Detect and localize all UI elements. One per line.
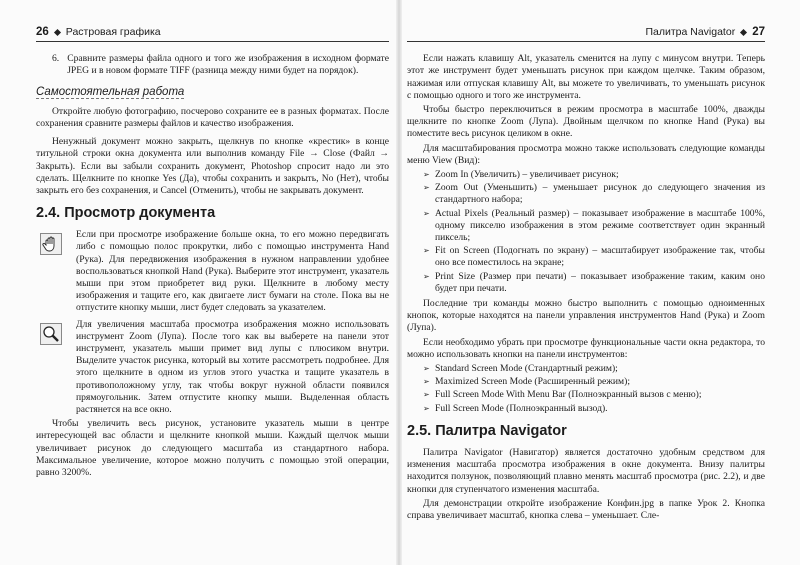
paragraph: Если необходимо убрать при просмотре функциональные части окна редактора, то можно использовать кнопки на панели инструментов:	[407, 336, 765, 360]
diamond-icon	[54, 29, 61, 36]
paragraph: Для масштабирования просмотра можно также использовать следующие команды меню View (Вид):	[407, 142, 765, 166]
list-item: ➢ Zoom In (Увеличить) – увеличивает рисунок;	[423, 169, 765, 181]
paragraph: Чтобы быстро переключиться в режим просмотра в масштабе 100%, дважды щелкните по кнопке Zoom (Лупа). Двойным щелчком по кнопке Hand (Рука) вы поместите весь рисунок целиком в окне.	[407, 104, 765, 140]
step-6	[52, 53, 389, 77]
left-running-head	[36, 26, 389, 42]
diamond-icon	[740, 29, 747, 36]
hand-tool-icon	[36, 231, 66, 257]
list-item: ➢ Fit on Screen (Подогнать по экрану) – масштабирует изображение так, чтобы оно все поместилось на экране;	[423, 245, 765, 269]
paragraph: Ненужный документ можно закрыть, щелкнув по кнопке «крестик» в конце титульной строки окна документа или выполнив команду File → Close (Файл → Закрыть). Если вы забыли сохранить документ, Photoshop спросит надо ли это сделать. Щелкните по кнопке Yes (Да), чтобы сохранить и закрыть, No (Нет), чтобы закрыть его без сохранения, и Cancel (Отменить), чтобы не закрывать документ.	[36, 136, 389, 197]
section-heading: 2.5. Палитра Navigator	[407, 422, 567, 439]
list-item: ➢ Maximized Screen Mode (Расширенный режим);	[423, 376, 765, 388]
paragraph: Если нажать клавишу Alt, указатель сменится на лупу с минусом внутри. Теперь этот же инструмент будет уменьшать рисунок при каждом щелчке. Таким образом, нажимая или отпуская клавишу Alt, вы можете то увеличивать, то уменьшать рисунок с помощью одного и того же инструмента.	[407, 53, 765, 101]
paragraph: Палитра Navigator (Навигатор) является достаточно удобным средством для изменения масштаба просмотра изображения в окне документа. Внизу палитры находится ползунок, позволяющий плавно менять масштаб просмотра (рис. 2.2), и две кнопки для ступенчатого изменения масштаба.	[407, 446, 765, 495]
list-item: ➢ Print Size (Размер при печати) – показывает изображение таким, каким оно будет при печати.	[423, 271, 765, 295]
right-running-title: Палитра Navigator	[645, 26, 736, 38]
left-running-title: Растровая графика	[65, 26, 161, 38]
paragraph: Если при просмотре изображение больше окна, то его можно передвигать либо с помощью полос прокрутки, либо с помощью инструмента Hand (Рука). Для передвижения изображения в нужном направлении удобнее воспользоваться кнопкой Hand (Рука). Выберите этот инструмент, указатель мыши при этом приобретет вид руки. Щелкните в любому месту изображения и тащите его, как двигаете лист бумаги на столе. Пока вы не отпустите кнопку мыши, лист будет следовать за указателем.	[76, 229, 389, 314]
list-item: ➢ Full Screen Mode With Menu Bar (Полноэкранный вызов с меню);	[423, 389, 765, 401]
list-item: ➢ Actual Pixels (Реальный размер) – показывает изображение в масштабе 100%, одному пикселю изображения в этом режиме соответствует один экранный пиксель;	[423, 208, 765, 245]
right-page	[407, 0, 765, 565]
self-work-heading-text: Самостоятельная работа	[36, 85, 185, 98]
section-heading: 2.4. Просмотр документа	[36, 205, 216, 222]
list-item: ➢ Zoom Out (Уменьшить) – уменьшает рисунок до следующего значения из стандартного набора;	[423, 182, 765, 206]
list-item: ➢ Full Screen Mode (Полноэкранный вызод).	[423, 403, 765, 415]
zoom-tool-block	[36, 319, 389, 419]
left-page	[36, 0, 389, 565]
list-item: ➢ Standard Screen Mode (Стандартный режим);	[423, 363, 765, 375]
right-running-head	[407, 26, 765, 42]
step-text: Сравните размеры файла одного и того же изображения в исходном формате JPEG и в новом формате TIFF (разница между ними будет на порядок).	[67, 53, 389, 77]
paragraph: Последние три команды можно быстро выполнить с помощью одноименных кнопок, которые находятся на панели управления инструментов Hand (Рука) и Zoom (Лупа).	[407, 298, 765, 334]
paragraph: Для увеличения масштаба просмотра изображения можно использовать инструмент Zoom (Лупа). После того как вы выберете на панели этот инструмент, указатель мыши примет вид лупы с плюсиком внутри. Выделите участок рисунка, который вы хотите рассмотреть подробнее. Для этого щелкните в одном из углов этого участка и тащите указатель в противоположному углу, так чтобы вокруг нужной области появился прямоугольник. Затем отпустите кнопку мыши. Выделенная область растянется на все окно.	[76, 318, 389, 416]
self-work-heading	[36, 86, 389, 98]
step-number: 6.	[52, 53, 60, 65]
paragraph: Откройте любую фотографию, посчерово сохраните ее в разных форматах. После сохранения сравните размеры файлов и качество изображения.	[36, 105, 389, 130]
left-page-number: 26	[36, 26, 49, 38]
screen-modes-list	[407, 363, 765, 415]
paragraph: Чтобы увеличить весь рисунок, установите указатель мыши в центре интересующей вас области и щелкните кнопкой мыши. Каждый щелчок мыши увеличивает рисунок до следующего масштаба из стандартного набора. Максимальное увеличение, которое можно получить с помощью этой операции, равно 3200%.	[36, 418, 389, 479]
view-menu-commands-list	[407, 169, 765, 295]
zoom-tool-icon	[36, 321, 66, 347]
hand-tool-block	[36, 229, 389, 316]
right-page-number: 27	[752, 26, 765, 38]
book-gutter	[396, 0, 402, 565]
paragraph: Для демонстрации откройте изображение Конфин.jpg в папке Урок 2. Кнопка справа увеличивает масштаб, кнопка слева – уменьшает. Сле-	[407, 497, 765, 521]
